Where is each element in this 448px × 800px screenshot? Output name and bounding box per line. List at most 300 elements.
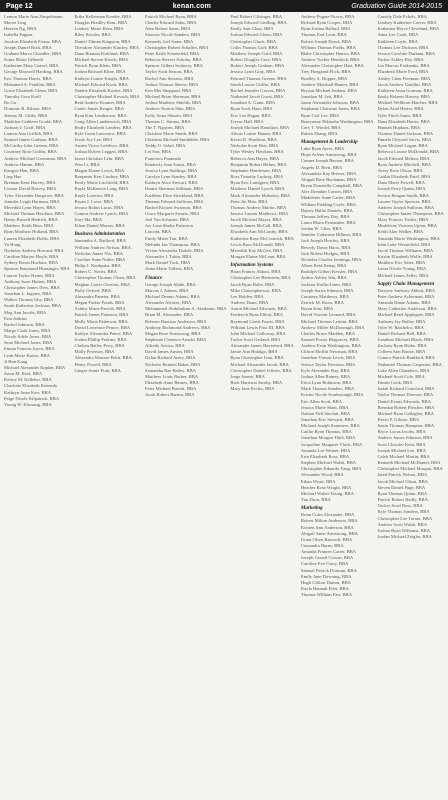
graduate-name: Rachel Ann Serrano, BBA bbox=[145, 75, 194, 81]
graduate-name: Ross Timothy Ludwig, BBA bbox=[230, 174, 284, 180]
graduate-name: Matthew Daniel Lynch, BBA bbox=[230, 186, 285, 192]
graduate-name: Alexander James Haverford, BBA bbox=[230, 343, 294, 349]
graduate-name: Matthew Eric Yates, BBA bbox=[377, 260, 426, 266]
name-column bbox=[4, 14, 71, 796]
graduate-name: Henry Powell, BBA bbox=[74, 361, 112, 367]
graduate-name: Amanda Diane Adams, BBA bbox=[377, 300, 431, 306]
graduate-name: Molly Peterson, BBA bbox=[74, 349, 115, 355]
graduate-name: Lee Holden, BBA bbox=[230, 293, 264, 299]
graduate-name: Kristin Elizabeth Wolfe, BBA bbox=[377, 254, 433, 260]
graduate-name: Rebecca Ann Hayes, BBA bbox=[230, 155, 280, 161]
graduate-name: Caroline Eve Curry, BBA bbox=[300, 561, 349, 567]
graduate-name: Meghan Carter Overton, BBA bbox=[74, 281, 131, 287]
graduate-name: Stephen Michael Walsh, BBA bbox=[300, 460, 357, 466]
graduate-name: Aaron Michael Edwards, BBA bbox=[230, 306, 288, 312]
graduate-name: Nickie Ashley Eby, BBA bbox=[377, 57, 424, 63]
graduate-name: Jack Joseph Howley, BBA bbox=[300, 238, 350, 244]
graduate-name: Nicholas Bennett Baker, BBA bbox=[145, 361, 201, 367]
name-column bbox=[145, 14, 226, 796]
graduate-name: Isaiah Richard Crawford, BBA bbox=[377, 386, 435, 392]
graduate-name: Emily Marie Litchfield, BBA bbox=[74, 180, 129, 186]
graduate-name: Kathryn Anne Kerr, BBA bbox=[4, 389, 52, 395]
graduate-name: Kathryn Alice Stewart, BBA bbox=[145, 180, 198, 186]
graduate-name: Sydney Roses Huckins, BBA bbox=[4, 260, 59, 266]
graduate-name: Thomas Lee Dickson, BBA bbox=[377, 44, 429, 50]
graduate-name: Jessica Taylor Peterson, BBA bbox=[300, 361, 356, 367]
graduate-name: Michael Reed Applegate, BBA bbox=[377, 312, 435, 318]
graduate-name: Dana Marie Powell, BBA bbox=[377, 180, 425, 186]
graduate-name: David Vincent Leonard, BBA bbox=[300, 312, 356, 318]
graduate-name: Joshua Allen Rainey, BBA bbox=[300, 373, 351, 379]
graduate-name: Samuel Foster Hargraves, BBA bbox=[300, 336, 360, 342]
graduate-name: Kathleen Elise Strickland, BBA bbox=[145, 192, 204, 198]
graduate-name: Peter Michael Barrett, BBA bbox=[145, 386, 197, 392]
graduate-name: Mark Daniel Tock, BBA bbox=[145, 260, 191, 266]
graduate-name: Andrew Tucker Hendrick, BBA bbox=[300, 57, 360, 63]
graduate-name: Bryan J. Lowe, BBA bbox=[74, 198, 114, 204]
graduate-name: Michael Brian Sherman, BBA bbox=[145, 94, 201, 100]
graduate-name: Kyle Thomas Sanders, BBA bbox=[377, 509, 430, 515]
graduate-name: Connor David Harvey, BBA bbox=[4, 186, 57, 192]
graduate-name: Jessica Reagan Smith, BBA bbox=[377, 192, 430, 198]
graduate-name: Mohammed Abdulrahim A. Alzahrani, BBA bbox=[145, 306, 227, 312]
graduate-name: Robert Milton Anderson, BBA bbox=[300, 518, 358, 524]
graduate-name: Trevor Hall, BBA bbox=[230, 118, 264, 124]
graduate-name: Michael Thomas Lentini, BBA bbox=[300, 318, 358, 324]
graduate-name: Justin Thomas Hampton, BBA bbox=[377, 423, 435, 429]
graduate-name: Ryan Michael Logan, BBA bbox=[377, 143, 428, 149]
graduate-name: Taylor Scott Garland, BBA bbox=[230, 336, 281, 342]
graduate-name: Brennan Kent Harvey, BBA bbox=[4, 180, 56, 186]
graduate-name: Ling Hao bbox=[4, 174, 22, 180]
graduate-name: Jordan Richard Kline, BBA bbox=[74, 69, 126, 75]
graduate-name: Jackson J. Graff, BBA bbox=[4, 124, 46, 130]
graduate-name: Ginger Annie Pratt, BBA bbox=[74, 367, 121, 373]
graduate-name: Zerrick M. Knox, BBA bbox=[300, 300, 344, 306]
graduate-name: Caleb Michael Martin, BBA bbox=[377, 453, 430, 459]
graduate-name: Jordan W. Giles, BBA bbox=[300, 226, 342, 232]
graduate-name: Lin Marcus Fairbanks, BBA bbox=[377, 63, 430, 69]
graduate-name: Jennifer Catherine Hillmer, BBA bbox=[300, 232, 362, 238]
graduate-name: Daniel Richard Bell, BBA bbox=[377, 330, 426, 336]
graduate-name: Eric Allen Scott, BBA bbox=[300, 398, 343, 404]
graduate-name: Eric Thomas Harris, BBA bbox=[4, 75, 52, 81]
graduate-name: Mark Thomas Sanders, BBA bbox=[300, 386, 355, 392]
graduate-name: Mohamed A. Fatallah, BBA bbox=[4, 81, 56, 87]
graduate-name: Thomas Andrew Martin, BBA bbox=[230, 204, 287, 210]
graduate-name: Tucker Scott Ross, BBA bbox=[377, 503, 423, 509]
graduate-name: Michael Alexander Jacob, BBA bbox=[230, 361, 289, 367]
graduate-name: Meg Ann Jacobs, BBA bbox=[4, 309, 47, 315]
graduate-name: Douglas Bradley Kent, BBA bbox=[74, 20, 128, 26]
graduate-name: Theodore Alexander Kinsley, BBA bbox=[74, 44, 140, 50]
graduate-name: Henry Russell Hedrick, BBA bbox=[4, 217, 58, 223]
graduate-name: Ashley Chen Freeman, BBA bbox=[377, 75, 431, 81]
graduate-name: Richard Ryan Cooper, BBA bbox=[300, 20, 353, 26]
graduate-name: Ethan Daniel Macias, BBA bbox=[74, 223, 125, 229]
graduate-name: Albert Reid Kemp, BBA bbox=[300, 263, 347, 269]
graduate-name: Stephanie Clarence Arnold, BBA bbox=[145, 336, 207, 342]
graduate-name: George Maxwell Harding, BBA bbox=[4, 69, 63, 75]
graduate-name: Jacob Thomas Williams, BBA bbox=[377, 247, 434, 253]
graduate-name: Joshua Matthew Shields, BBA bbox=[145, 100, 202, 106]
graduate-name: Jason M. Keel, BBA bbox=[4, 371, 43, 377]
graduate-name: Joshua Ryan Williams, BBA bbox=[377, 527, 431, 533]
graduate-name: Samuel James Graham, BBA bbox=[4, 137, 58, 143]
graduate-name: Connor Andrew Lynch, BBA bbox=[74, 211, 129, 216]
graduate-name: Leah Marie Kaiser, BBA bbox=[4, 352, 50, 358]
graduate-name: Joseph Sartra Johnson, BBA bbox=[300, 287, 354, 293]
graduate-name: Raymond Gerrit Foster, BBA bbox=[230, 318, 285, 324]
graduate-name: Joy Lena Shultz Patterson bbox=[145, 223, 193, 229]
graduate-name: Andrew Scott Walsh, BBA bbox=[377, 521, 428, 527]
graduate-name: Daniel Tilman Kingston, BBA bbox=[74, 38, 131, 44]
graduate-name: Courtney Rose Griffin, BBA bbox=[4, 149, 57, 155]
graduate-name: Dustin Cook, BBA bbox=[377, 380, 413, 386]
graduate-name: Jessie Joy Lee, BBA bbox=[74, 137, 113, 143]
graduate-name: Jiayi Ma, BBA bbox=[74, 217, 103, 223]
graduate-name: Jason Christian Lehr, BBA bbox=[74, 155, 125, 161]
graduate-name: Alexandra Panetta, BBA bbox=[74, 293, 121, 299]
graduate-name: Hugh Clifton Dutton, BBA bbox=[300, 579, 351, 585]
graduate-name: Kenneth Michael McDaniel, BBA bbox=[377, 460, 441, 466]
graduate-name: Caitlin Elizabeth Patel, BBA bbox=[377, 174, 431, 180]
graduate-name: Timothy Gore Kroll bbox=[4, 94, 41, 100]
graduate-name: Tyler Alexander Hargrove, BBA bbox=[4, 192, 64, 198]
graduate-name: Yu Hong bbox=[4, 241, 21, 247]
graduate-name: Thomas Edward Sullivan, BBA bbox=[145, 198, 204, 204]
graduate-name: Spencer Gilbert Seaberry, BBA bbox=[145, 63, 203, 69]
graduate-name: Jared Patrick Nelson, BBA bbox=[377, 472, 428, 478]
graduate-name: Daisey Hallie Daniels, BBA bbox=[300, 207, 353, 213]
graduate-name: Jack Robert Hodges, BBA bbox=[300, 250, 350, 256]
graduate-name: Michael Walter Young, BBA bbox=[300, 490, 354, 496]
graduate-name: Jordan Phillip Perkins, BBA bbox=[74, 336, 127, 342]
graduate-name: Young W. Khosung, BBA bbox=[4, 401, 52, 407]
graduate-name: Amanda Lee Weiner, BBA bbox=[300, 447, 351, 453]
graduate-name: Hannah Hopkins, BBA bbox=[377, 124, 421, 130]
graduate-name: Kayla McKenzie Long, BBA bbox=[74, 186, 129, 192]
graduate-name: Shawna Nicole Sanders, BBA bbox=[145, 32, 201, 38]
graduate-name: Kennedy Joel Sauer, BBA bbox=[145, 38, 194, 44]
graduate-name: Andrew Hamm, BBA bbox=[4, 161, 45, 167]
graduate-name: Vivian Alexandra Tisdale, BBA bbox=[145, 247, 204, 253]
graduate-name: William Fielding Coyle, BBA bbox=[300, 201, 357, 207]
graduate-name: Joseph Gerard Cowan, BBA bbox=[300, 555, 354, 561]
graduate-name: Kaitlyn Alexandra Pence, BBA bbox=[74, 330, 133, 336]
graduate-name: Patrick Robert Reilly, BBA bbox=[377, 497, 428, 503]
graduate-name: Andrew James Johnson, BBA bbox=[377, 435, 433, 441]
graduate-name: Jackson Kaffin Jones, BBA bbox=[300, 281, 352, 287]
graduate-name: Erika Kellerman Kemler, BBA bbox=[74, 14, 132, 19]
graduate-name: Avery Rose Olson, BBA bbox=[377, 167, 423, 173]
graduate-name: Kimberly Jean Souza, BBA bbox=[145, 161, 197, 167]
graduate-name: Jamie Ann Hidalgo, BBA bbox=[230, 349, 278, 355]
graduate-name: Stephanie Christine Jones, BBA bbox=[300, 106, 361, 112]
graduate-name: Ryan Andrew Mitchell, BBA bbox=[377, 161, 432, 167]
graduate-columns bbox=[4, 14, 444, 796]
graduate-name: Michael Joseph Summers, BBA bbox=[300, 423, 360, 429]
graduate-name: Michael Steven Kirsch, BBA bbox=[74, 57, 129, 63]
graduate-name: Rachel Johnson, BBA bbox=[4, 321, 45, 327]
graduate-name: Moore Ling bbox=[4, 20, 27, 26]
graduate-name: Rebecca Louise McDonald, BBA bbox=[377, 149, 440, 155]
graduate-name: Jonathan Eric Steward, BBA bbox=[300, 417, 354, 422]
graduate-name: Alfredo Arvizu, BBA bbox=[145, 343, 185, 349]
graduate-name: Frederick Ryan Elliott, BBA bbox=[230, 312, 284, 318]
graduate-name: Jonathan A. Gunn, BBA bbox=[230, 100, 276, 106]
graduate-name: Michael Dennis Adams, BBA bbox=[145, 293, 200, 299]
graduate-name: Andrew Miller McDonough, BBA bbox=[300, 324, 365, 330]
graduate-name: William Andrew Nelson, BBA bbox=[74, 244, 131, 250]
section-heading: Supply Chain Management bbox=[377, 281, 435, 287]
graduate-name: Andrew Evan Washington, BBA bbox=[300, 343, 361, 349]
graduate-name: Austin Victor Lefebvre, BBA bbox=[74, 143, 129, 149]
graduate-name: Christopher Eduardo Yang, BBA bbox=[300, 466, 362, 472]
graduate-name: Trey Hoegaard Flick, BBA bbox=[300, 69, 351, 75]
graduate-name: Clifton Moffitt Newman, BBA bbox=[300, 349, 358, 355]
graduate-name: Kyle Alexander Ray, BBA bbox=[300, 367, 350, 373]
graduate-name: Kathryn Louise Knight, BBA bbox=[74, 75, 129, 81]
graduate-name: Kathleen Coyle, BBA bbox=[377, 38, 418, 44]
guide-title: Graduation Guide 2014-2015 bbox=[351, 2, 442, 10]
graduate-name: Ken Mei Sheppard, BBA bbox=[145, 87, 192, 93]
graduate-name: Jessica Caroline Durham, BBA bbox=[377, 50, 436, 56]
graduate-name: Dana Elizabeth Harris, BBA bbox=[377, 118, 431, 124]
graduate-name: Rebecca Sievers Scholtz, BBA bbox=[145, 57, 202, 63]
graduate-name: Hope Arlene Armstrong, BBA bbox=[300, 152, 357, 158]
graduate-name: Carter James Kruger, BBA bbox=[74, 106, 125, 112]
graduate-name: Emily Ann Glass, BBA bbox=[230, 26, 274, 32]
graduate-name: Joseph Michael Hamilton, BBA bbox=[230, 124, 290, 130]
graduate-name: Edward Thomas Greene, BBA bbox=[230, 75, 287, 81]
graduate-name: Sonia Marie Gilbreth bbox=[4, 57, 44, 63]
graduate-name: Keith Alan Walker, BBA bbox=[377, 229, 424, 235]
graduate-name: Blake Christopher Hames, BBA bbox=[300, 50, 361, 56]
graduate-name: Matthew Keith Hess, BBA bbox=[4, 223, 54, 229]
graduate-name: Patrick Michael Ryan, BBA bbox=[145, 14, 197, 19]
graduate-name: Madeleine Anne Carter, BBA bbox=[300, 195, 356, 201]
graduate-name: Alexandria Kay Brewer, BBA bbox=[300, 170, 357, 176]
graduate-name: Riley Kessler, BBA bbox=[74, 32, 111, 38]
graduate-name: Bo Gu bbox=[4, 100, 17, 106]
graduate-name: Michael Scott Cole, BBA bbox=[377, 373, 425, 379]
graduate-name: Jacqueline Margaret Vlock, BBA bbox=[300, 441, 363, 447]
graduate-name: Jacobus Elizabeth Evans, BBA bbox=[4, 38, 62, 44]
graduate-name: Craig Allen Landenwich, BBA bbox=[74, 118, 132, 124]
graduate-name: Jonathan Morgan Thiel, BBA bbox=[300, 435, 356, 441]
graduate-name: Ji Hun Kang bbox=[4, 358, 28, 364]
graduate-name: Wen Li, BBA bbox=[74, 161, 100, 167]
graduate-name: Charles Bruce Madden, BBA bbox=[300, 330, 356, 336]
graduate-name: Natalie Elizabeth Kocher, BBA bbox=[74, 87, 133, 93]
site-name: kenan.com bbox=[172, 2, 212, 10]
graduate-name: Jordan Michael Zeigler, BBA bbox=[377, 533, 432, 539]
graduate-name: Anthony Richmond Andrews, BBA bbox=[145, 324, 211, 330]
graduate-name: Jonathan Michael Black, BBA bbox=[377, 336, 434, 342]
graduate-name: Conner Joseph Bessen, BBA bbox=[300, 158, 355, 164]
graduate-name: Braeyonne Nikinaba Washington, BBA bbox=[300, 118, 374, 124]
graduate-name: Sean Michael Jones, BBA bbox=[4, 340, 53, 346]
graduate-name: Jessica Marie Shaw, BBA bbox=[300, 404, 349, 410]
graduate-name: Ryan Thomas Quinn, BBA bbox=[377, 490, 428, 496]
graduate-name: Jeremy M. Gibbs, BBA bbox=[4, 112, 48, 118]
graduate-name: Melinda Jan Thompson, BBA bbox=[145, 241, 201, 247]
graduate-name: Elizabeth Marie Ford, BBA bbox=[377, 69, 429, 75]
graduate-name: Robert Douglas Gore, BBA bbox=[230, 57, 282, 63]
graduate-name: Kelly Anna Shuster, BBA bbox=[145, 112, 193, 118]
graduate-name: Katherine Mary Gravel, BBA bbox=[4, 63, 59, 69]
graduate-name: Beverly Dawn Hurst, BBA bbox=[300, 244, 351, 250]
graduate-name: Anthony Jay Bailey, BBA bbox=[377, 318, 426, 324]
graduate-name: Robert Joseph Graham, BBA bbox=[230, 63, 285, 69]
graduate-name: Lewis Ross McDonald, BBA bbox=[230, 241, 285, 247]
graduate-name: Lemon Marie Ann Zimpelmann bbox=[4, 14, 63, 19]
graduate-name: Jacob Ryan Boler, BBA bbox=[230, 281, 275, 287]
graduate-name: Kayla Hannah Eiler, BBA bbox=[300, 586, 349, 592]
graduate-name: David Lawrence Pearce, BBA bbox=[74, 324, 131, 330]
graduate-name: Peter Andrew Ackerman, BBA bbox=[377, 293, 435, 299]
graduate-name: Scott Chrysler Kent, BBA bbox=[377, 441, 426, 447]
graduate-name: Ryan Joshua Ballard, BBA bbox=[300, 26, 351, 32]
graduate-name: Megan Rose Armstrong, BBA bbox=[145, 330, 201, 336]
graduate-name: Anthony Isaac Hutton, BBA bbox=[4, 278, 57, 284]
graduate-name: Kevin D. Hardison, BBA bbox=[230, 137, 277, 143]
graduate-name: Amanda Marie Washington, BBA bbox=[377, 235, 440, 241]
graduate-name: Sarah Katherine Jackson, BBA bbox=[4, 303, 62, 309]
graduate-name: Nathaniel Thomas Carpenter, BBA bbox=[377, 361, 442, 367]
graduate-name: Christopher Daniel Jeffries, BBA bbox=[230, 367, 292, 373]
graduate-name: Brian Coles Alexander, BBA bbox=[300, 512, 355, 518]
graduate-name: Jennifer Leigh Hartman, BBA bbox=[4, 198, 60, 204]
graduate-name: Alex Robert Sams, BBA bbox=[145, 26, 191, 32]
graduate-name: Emily Jane Downing, BBA bbox=[300, 573, 352, 579]
graduate-name: Courtney Matthews, BBA bbox=[300, 293, 350, 299]
graduate-name: Bryan Kim, BBA bbox=[300, 306, 334, 312]
graduate-name: Rachel Jennifer Groves, BBA bbox=[230, 87, 286, 93]
graduate-name: Cory T. Wiedel, BBA bbox=[300, 124, 341, 130]
graduate-name: Joshua Thomas Sheets, BBA bbox=[145, 81, 199, 87]
graduate-name: Jessica Robin Lucas, BBA bbox=[74, 204, 124, 210]
graduate-name: Christine Marie Smith, BBA bbox=[145, 130, 198, 136]
graduate-name: Joseph Daniel Roth, BBA bbox=[4, 44, 52, 50]
graduate-name: Kyle Grant Lawrence, BBA bbox=[74, 130, 127, 136]
graduate-name: Molly Marie Patterson, BBA bbox=[74, 318, 128, 324]
graduate-name: Robert C. Norris, BBA bbox=[74, 269, 117, 275]
graduate-name: Meredith Kay McGee, BBA bbox=[230, 247, 283, 253]
graduate-name: Ethan Wyatt, BBA bbox=[300, 478, 336, 484]
graduate-name: Ruben Zhang, BBA bbox=[300, 130, 338, 136]
graduate-name: Dwayne Anthony Abbott, BBA bbox=[377, 287, 436, 293]
graduate-name: Jessica Lauren Matthews, BBA bbox=[230, 211, 289, 216]
graduate-name: Andrew Dunn, BBA bbox=[230, 300, 269, 306]
graduate-name: Emily Marie Tan, BBA bbox=[145, 235, 188, 241]
graduate-name: Peter Keith Schoenfeld, BBA bbox=[145, 50, 200, 56]
graduate-name: Benjamin Kerr Lindsey, BBA bbox=[74, 174, 130, 180]
section-heading: Information Systems bbox=[230, 263, 274, 269]
graduate-name: Brett Harrison Jacoby, BBA bbox=[230, 380, 283, 386]
graduate-name: Tyler Finch Jones, BBA bbox=[377, 112, 422, 118]
graduate-name: Lindsey Katherine Carver, BBA bbox=[377, 20, 437, 26]
graduate-name: Erin Elizabeth Ross, BBA bbox=[300, 453, 350, 459]
graduate-name: Kevin P. Gibson, BBA bbox=[377, 417, 420, 422]
graduate-name: Rudolph Gilbert Kessler, BBA bbox=[300, 269, 358, 275]
graduate-name: Joseph Perry Quinn, BBA bbox=[377, 186, 426, 192]
graduate-name: Francisco Paranada bbox=[145, 155, 181, 161]
graduate-name: Brendan Robert Fletcher, BBA bbox=[377, 404, 435, 410]
graduate-name: Roberto Bautista Anderson, BBA bbox=[145, 318, 207, 324]
graduate-name: Joshua Robert Leggett, BBA bbox=[74, 149, 128, 155]
graduate-name: Daniel Evans Edwards, BBA bbox=[377, 398, 432, 404]
graduate-name: Christopher Lee Turner, BBA bbox=[377, 515, 433, 521]
graduate-name: Sarah Louise Griffin, BBA bbox=[230, 81, 281, 87]
graduate-name: Nathan Neil Sinclair, BBA bbox=[300, 410, 351, 416]
graduate-name: Grace Margaret Swartz, BBA bbox=[145, 211, 200, 216]
graduate-name: Joshua Edward Glenn, BBA bbox=[230, 32, 283, 38]
graduate-name: Lei Son, BBA bbox=[145, 149, 172, 155]
graduate-name: Walker Thomas Irby, BBA bbox=[4, 297, 54, 303]
graduate-name: Paige Nicole Kilpatrick, BBA bbox=[4, 395, 60, 401]
graduate-name: Marcus J. Adams, BBA bbox=[145, 287, 189, 293]
graduate-name: Kangyu Han, BBA bbox=[4, 167, 40, 173]
graduate-name: Heather Rose Wright, BBA bbox=[300, 484, 352, 490]
graduate-name: Nicole Adele Jones, BBA bbox=[4, 334, 52, 340]
graduate-name: Andrew Fugate-Norris, BBA bbox=[300, 14, 355, 19]
graduate-name: Mike Christopherson, BBA bbox=[230, 287, 282, 293]
graduate-name: Carolyn Lynn Stanley, BBA bbox=[145, 174, 197, 180]
graduate-name: Katherine Bryce Cleveland, BBA bbox=[377, 26, 440, 32]
name-column bbox=[75, 14, 142, 796]
graduate-name: Anna Marie Tolbert, BBA bbox=[145, 266, 194, 272]
graduate-name: Samantha Rae Bailey, BBA bbox=[145, 367, 197, 373]
graduate-name: Dmitri Sherman Stillman, BBA bbox=[145, 186, 204, 192]
graduate-name: Michael Alexander Kaplan, BBA bbox=[4, 364, 66, 370]
graduate-name: Madelyn Cathleen Gould, BBA bbox=[4, 118, 63, 124]
graduate-name: Morgan Elaine McLean, BBA bbox=[230, 254, 286, 260]
graduate-name: Lauren Ann Griffith, BBA bbox=[4, 130, 53, 136]
graduate-name: Nicholas Scott Hart, BBA bbox=[230, 143, 279, 149]
graduate-name: Jonathan L. Ingram, BBA bbox=[4, 291, 52, 297]
graduate-name: Ashley Marie Parrish, BBA bbox=[74, 306, 126, 312]
graduate-name: Amanda Frances Carter, BBA bbox=[300, 549, 357, 555]
graduate-name: Philip J. Nordquist, BBA bbox=[74, 263, 121, 269]
name-column bbox=[230, 14, 297, 796]
graduate-name: Elizabeth Ann McCarthy, BBA bbox=[230, 229, 288, 235]
section-heading: Finance bbox=[145, 275, 163, 281]
graduate-name: Mary Catherine Anderson, BBA bbox=[377, 306, 437, 312]
graduate-name: Isabella Pappas bbox=[4, 32, 33, 38]
graduate-name: Joel Van Schuster, BBA bbox=[145, 217, 190, 223]
graduate-name: Abigail Rose Buchanan, BBA bbox=[300, 176, 357, 182]
section-heading: Business Administration bbox=[74, 232, 126, 238]
graduate-name: Lauren Elizabeth Hollis, BBA bbox=[4, 235, 60, 241]
graduate-name: Christopher Michael Morgan, BBA bbox=[377, 466, 443, 472]
graduate-name: Elizabeth Anne Barnes, BBA bbox=[145, 380, 199, 386]
graduate-name: Cassidy Dale Eckels, BBA bbox=[377, 14, 427, 19]
graduate-name: Mary Frances Tucker, BBA bbox=[377, 217, 429, 223]
graduate-name: Taylor Thomas Dawson, BBA bbox=[377, 392, 434, 398]
graduate-name: Bryce Lucas Jacobs, BBA bbox=[377, 429, 426, 435]
graduate-name: Andrew Michael Grossman, BBA bbox=[4, 155, 67, 161]
graduate-name: Christina Michael Smithdale, BBA bbox=[145, 137, 210, 143]
graduate-name: Jorge Juarez, BBA bbox=[230, 373, 265, 379]
graduate-name: Yan Zhou, BBA bbox=[300, 497, 331, 503]
graduate-name: Dylan Ariel Hester, BBA bbox=[377, 106, 424, 112]
graduate-name: Kathleen Anna Gorman, BBA bbox=[377, 87, 433, 93]
graduate-name: Emily Roberts Harvey, BBA bbox=[377, 94, 431, 100]
graduate-name: Jacob Michael Mayer, BBA bbox=[230, 217, 282, 223]
graduate-name: Patrick Ryan Klein, BBA bbox=[74, 63, 122, 69]
